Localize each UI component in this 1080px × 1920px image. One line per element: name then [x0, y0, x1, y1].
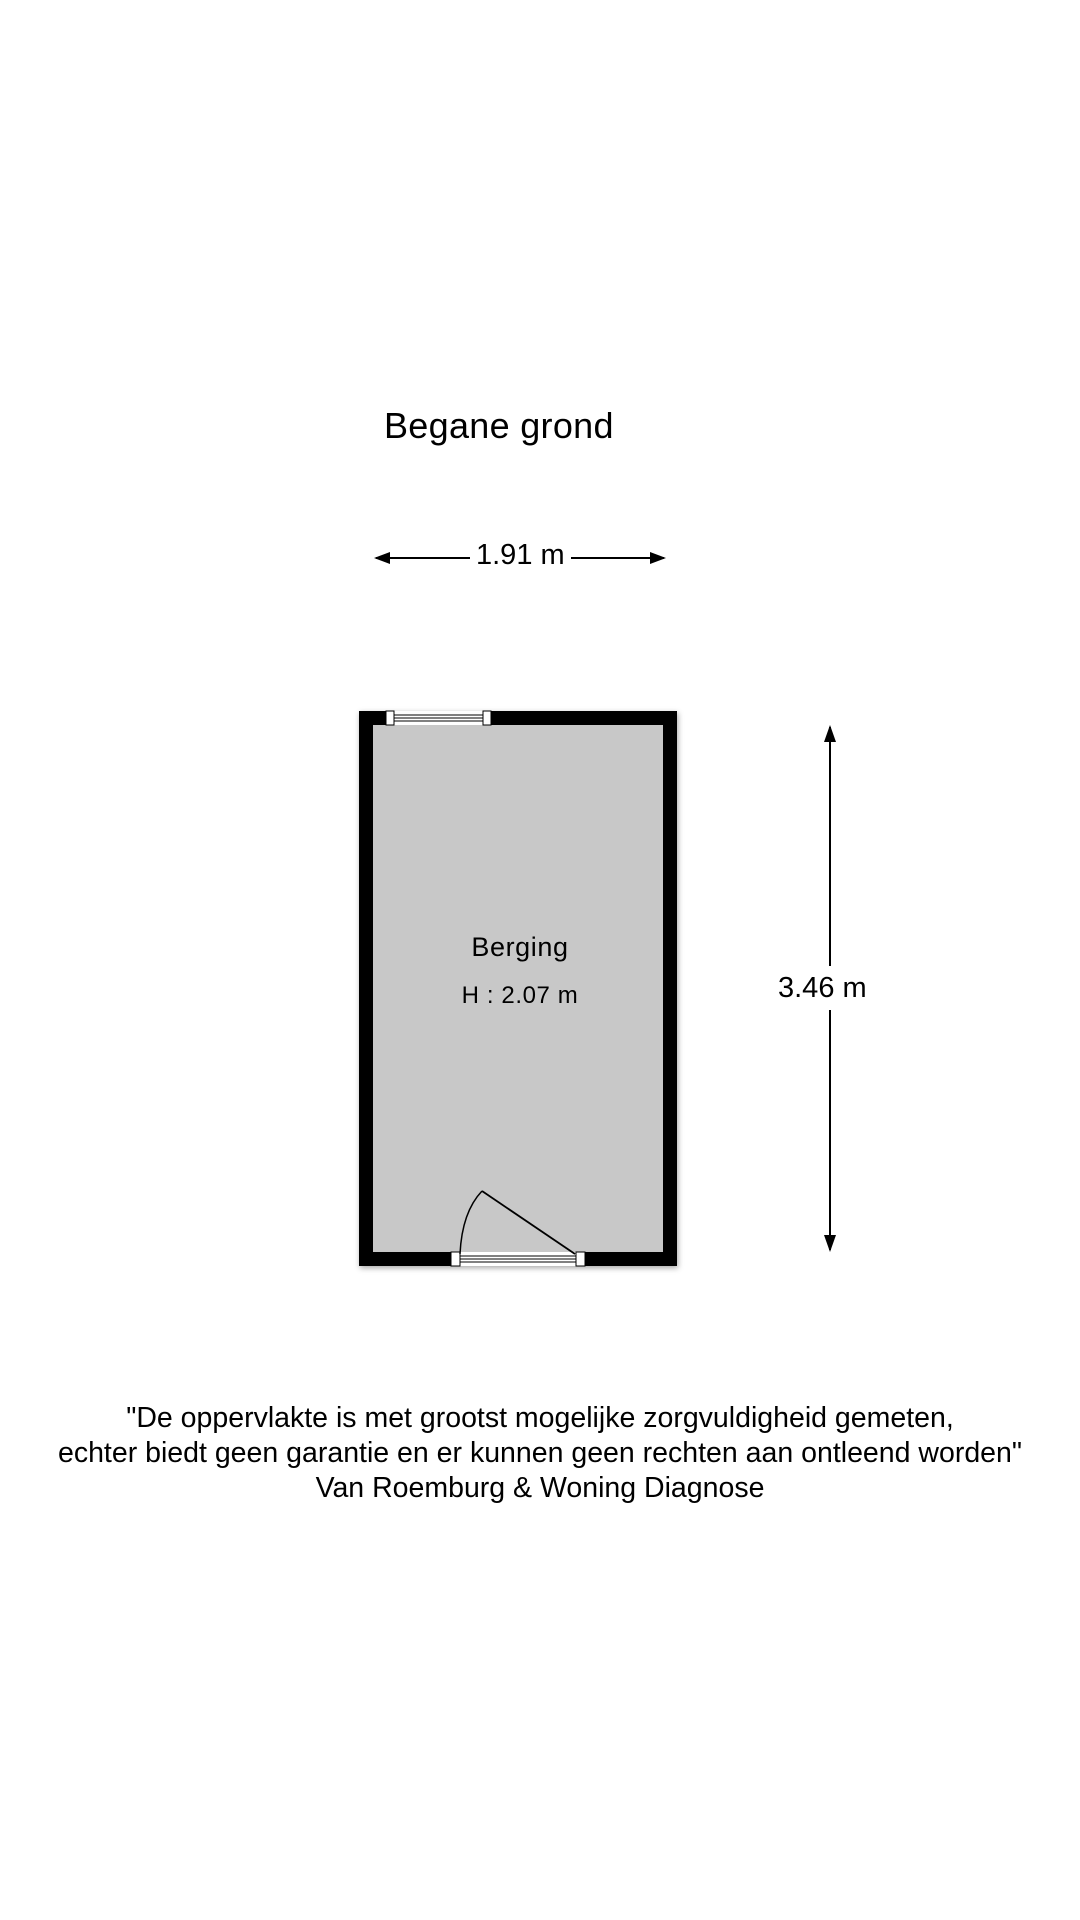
room-name: Berging	[471, 932, 569, 962]
floor-title: Begane grond	[384, 405, 614, 446]
disclaimer	[0, 1401, 1080, 1506]
length-dimension-label: 3.46 m	[778, 966, 867, 1010]
window	[386, 711, 491, 725]
room-height: H : 2.07 m	[461, 982, 579, 1009]
disclaimer-credit: Van Roemburg & Woning Diagnose	[315, 1472, 765, 1504]
disclaimer-line: echter biedt geen garantie en er kunnen geen rechten aan ontleend worden"	[57, 1437, 1022, 1469]
disclaimer-line: "De oppervlakte is met grootst mogelijke zorgvuldigheid gemeten,	[126, 1402, 954, 1434]
width-dimension-label: 1.91 m	[470, 537, 571, 573]
